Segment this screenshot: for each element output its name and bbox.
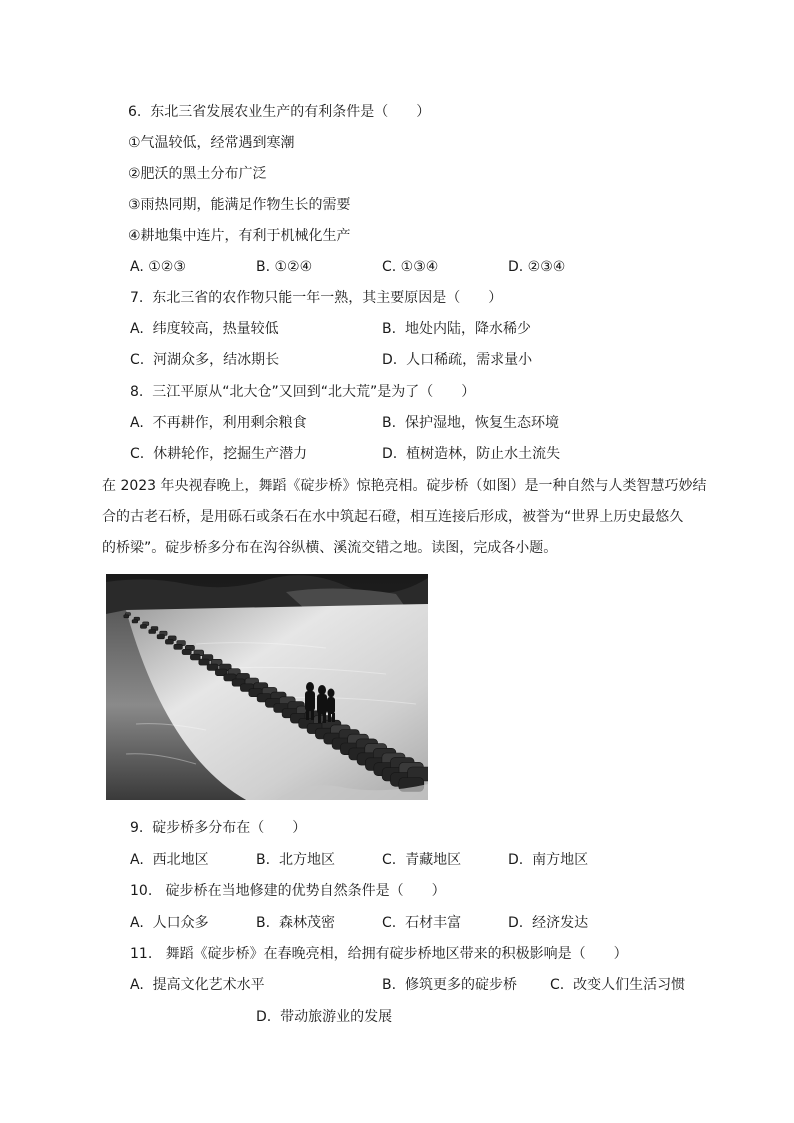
q11-option-d: D. 带动旅游业的发展 [256,1009,393,1025]
q8-option-a: A. 不再耕作，利用剩余粮食 [130,415,307,431]
q11-stem: 11. 舞蹈《碇步桥》在春晚亮相，给拥有碇步桥地区带来的积极影响是（ ） [130,946,628,962]
q8-stem: 8. 三江平原从“北大仓”又回到“北大荒”是为了（ ） [130,384,476,400]
q6-item-4: ④耕地集中连片，有利于机械化生产 [128,228,351,244]
passage-line-2: 合的古老石桥，是用砾石或条石在水中筑起石磴，相互连接后形成，被誉为“世界上历史最悠久 [102,509,684,525]
stepping-stone [124,615,129,618]
q6-option-d: D. ②③④ [508,259,566,275]
q6-option-a: A. ①②③ [130,259,186,275]
stepping-stone-bridge-photo [106,574,428,800]
q6-item-1: ①气温较低，经常遇到寒潮 [128,135,295,151]
stepping-stone [165,639,173,644]
q9-option-c: C. 青藏地区 [382,852,462,868]
q7-option-d: D. 人口稀疏，需求量小 [382,352,533,368]
q11-option-a: A. 提高文化艺术水平 [130,977,265,993]
q6-stem: 6. 东北三省发展农业生产的有利条件是（ ） [128,104,431,120]
q10-stem: 10. 碇步桥在当地修建的优势自然条件是（ ） [130,883,446,899]
q8-option-c: C. 休耕轮作，挖掘生产潜力 [130,446,308,462]
stepping-stone [190,654,200,660]
passage-line-1: 在 2023 年央视春晚上，舞蹈《碇步桥》惊艳亮相。碇步桥（如图）是一种自然与人类智慧巧妙结 [102,478,707,494]
q6-option-c: C. ①③④ [382,259,439,275]
q7-option-a: A. 纬度较高，热量较低 [130,321,279,337]
stepping-stone [174,644,183,649]
q7-stem: 7. 东北三省的农作物只能一年一熟，其主要原因是（ ） [130,290,503,306]
q8-option-d: D. 植树造林，防止水土流失 [382,446,561,462]
stepping-stone [140,625,146,629]
q11-option-c: C. 改变人们生活习惯 [550,977,686,993]
q9-option-b: B. 北方地区 [256,852,335,868]
q6-item-2: ②肥沃的黑土分布广泛 [128,166,267,182]
q7-option-c: C. 河湖众多，结冰期长 [130,352,280,368]
q6-option-b: B. ①②④ [256,259,313,275]
q10-option-d: D. 经济发达 [508,915,589,931]
q9-stem: 9. 碇步桥多分布在（ ） [130,820,307,836]
q9-option-a: A. 西北地区 [130,852,209,868]
q10-option-c: C. 石材丰富 [382,915,462,931]
q11-option-b: B. 修筑更多的碇步桥 [382,977,517,993]
q10-option-a: A. 人口众多 [130,915,209,931]
stepping-stone [132,620,138,623]
q6-item-3: ③雨热同期，能满足作物生长的需要 [128,197,351,213]
q10-option-b: B. 森林茂密 [256,915,335,931]
passage-line-3: 的桥梁”。碇步桥多分布在沟谷纵横、溪流交错之地。读图，完成各小题。 [102,540,558,556]
stepping-stone [182,649,191,654]
stepping-stone [149,630,156,634]
q8-option-b: B. 保护湿地，恢复生态环境 [382,415,559,431]
q9-option-d: D. 南方地区 [508,852,589,868]
q7-option-b: B. 地处内陆，降水稀少 [382,321,531,337]
stepping-stone [157,635,164,639]
